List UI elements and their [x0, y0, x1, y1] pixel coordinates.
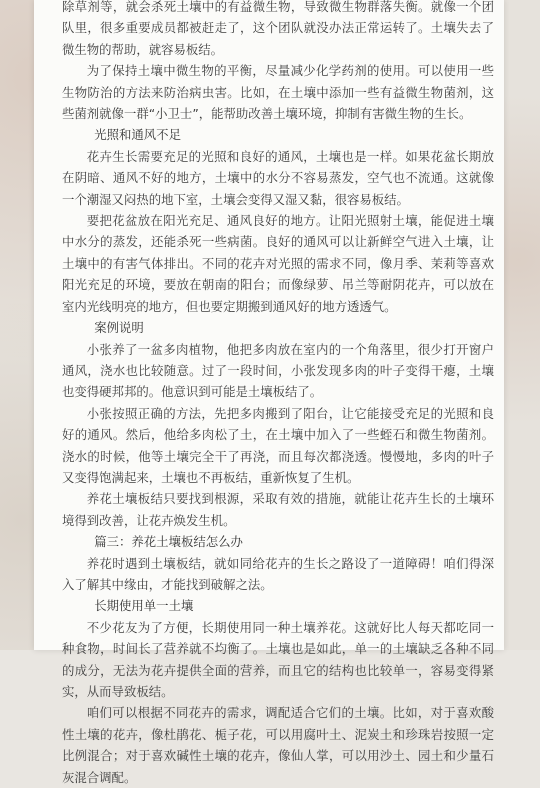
section-heading: 篇三：养花土壤板结怎么办 — [94, 534, 243, 550]
section-heading: 案例说明 — [94, 320, 144, 336]
section-heading: 光照和通风不足 — [94, 127, 181, 143]
paragraph: 要把花盆放在阳光充足、通风良好的地方。让阳光照射土壤，能促进土壤中水分的蒸发，还能杀死一些病菌。良好的通风可以让新鲜空气进入土壤，让土壤中的有害气体排出。不同的花卉对光照的需求不同，像月季、茉莉等喜欢阳光充足的环境，要放在朝南的阳台；而像绿萝、吊兰等耐阴花卉，可以放在室内光线明亮的地方，但也要定期搬到通风好的地方透透气。 — [62, 213, 494, 314]
paragraph: 不少花友为了方便，长期使用同一种土壤养花。这就好比人每天都吃同一种食物，时间长了营养就不均衡了。土壤也是如此，单一的土壤缺乏各种不同的成分，无法为花卉提供全面的营养，而且它的结构也比较单一，容易变得紧实，从而导致板结。 — [62, 619, 494, 699]
section-heading: 长期使用单一土壤 — [94, 598, 194, 614]
article-page — [34, 0, 504, 785]
paragraph: 花卉生长需要充足的光照和良好的通风，土壤也是一样。如果花盆长期放在阴暗、通风不好的地方，土壤中的水分不容易蒸发，空气也不流通。这就像一个潮湿又闷热的地下室，土壤会变得又湿又黏，很容易板结。 — [62, 148, 494, 207]
paragraph: 为了保持土壤中微生物的平衡，尽量减少化学药剂的使用。可以使用一些生物防治的方法来防治病虫害。比如，在土壤中添加一些有益微生物菌剂，这些菌剂就像一群“小卫士”，能帮助改善土壤环境，抑制有害微生物的生长。 — [62, 63, 494, 122]
paragraph: 除草剂等，就会杀死土壤中的有益微生物，导致微生物群落失衡。就像一个团队里，很多重要成员都被赶走了，这个团队就没办法正常运转了。土壤失去了微生物的帮助，就容易板结。 — [62, 0, 494, 57]
paragraph: 养花时遇到土壤板结，就如同给花卉的生长之路设了一道障碍！咱们得深入了解其中缘由，才能找到破解之法。 — [62, 555, 494, 592]
paragraph: 小张养了一盆多肉植物，他把多肉放在室内的一个角落里，很少打开窗户通风，浇水也比较随意。过了一段时间，小张发现多肉的叶子变得干瘪，土壤也变得硬邦邦的。他意识到可能是土壤板结了。 — [62, 341, 494, 400]
article-body — [62, 0, 494, 788]
paragraph: 养花土壤板结只要找到根源，采取有效的措施，就能让花卉生长的土壤环境得到改善，让花卉焕发生机。 — [62, 491, 494, 528]
paragraph: 小张按照正确的方法，先把多肉搬到了阳台，让它能接受充足的光照和良好的通风。然后，他给多肉松了土，在土壤中加入了一些蛭石和微生物菌剂。浇水的时候，他等土壤完全干了再浇，而且每次都浇透。慢慢地，多肉的叶子又变得饱满起来，土壤也不再板结，重新恢复了生机。 — [62, 405, 494, 485]
paragraph: 咱们可以根据不同花卉的需求，调配适合它们的土壤。比如，对于喜欢酸性土壤的花卉，像杜鹃花、栀子花，可以用腐叶土、泥炭土和珍珠岩按照一定比例混合；对于喜欢碱性土壤的花卉，像仙人掌，可以用沙土、园土和少量石灰混合调配。 — [62, 705, 494, 785]
